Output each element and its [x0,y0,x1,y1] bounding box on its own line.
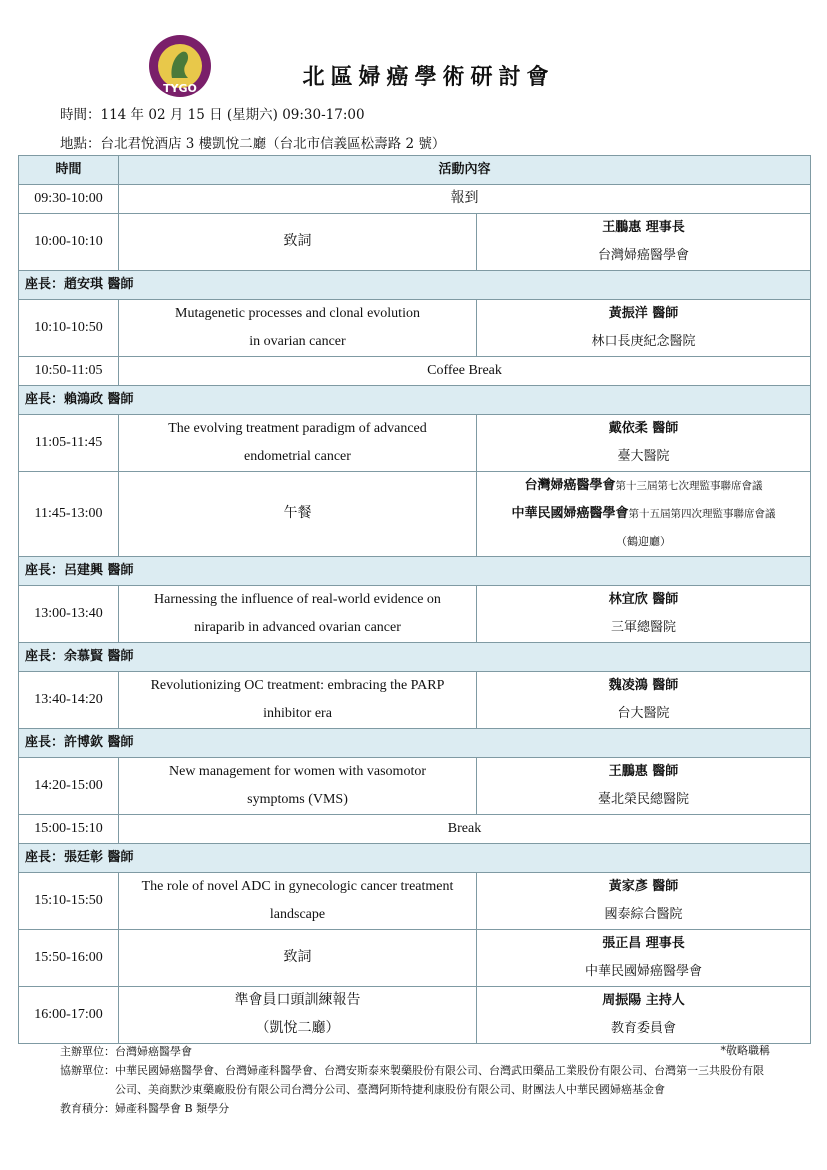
speaker-name: 林宜欣 醫師 [608,592,679,607]
meeting-society: 台灣婦癌醫學會 [524,478,616,493]
time-slot: 15:00-15:10 [19,815,119,844]
schedule-row [19,300,811,357]
topic-line: inhibitor era [263,706,332,721]
speaker [477,214,811,271]
chair-row [19,729,811,758]
topic-line: endometrial cancer [244,449,351,464]
time-slot: 11:45-13:00 [19,472,119,557]
chair-row [19,844,811,873]
schedule-table [18,155,811,1044]
topic-line: （凱悅二廳） [255,1021,340,1036]
chairperson: 座長：呂建興 醫師 [19,557,811,586]
schedule-row [19,815,811,844]
time-slot: 15:10-15:50 [19,873,119,930]
co-organizer-label: 協辦單位： [60,1064,115,1077]
speaker-name: 黃振洋 醫師 [608,306,679,321]
speaker-name: 王鵬惠 理事長 [602,220,685,235]
chair-row [19,557,811,586]
time-slot: 10:50-11:05 [19,357,119,386]
activity: Coffee Break [119,357,811,386]
topic-line: The evolving treatment paradigm of advanced [168,421,427,436]
speaker [477,672,811,729]
topic-line: New management for women with vasomotor [169,764,426,779]
host-label: 主辦單位： [60,1045,115,1058]
schedule-row [19,672,811,729]
chair-row [19,271,811,300]
page-title: 北區婦癌學術研討會 [302,64,555,90]
speaker [477,987,811,1044]
speaker-name: 魏凌鴻 醫師 [608,678,679,693]
speaker-org: 教育委員會 [611,1021,677,1036]
meeting-venue: （鶴迎廳） [616,535,671,548]
activity: 報到 [119,185,811,214]
topic-line: Harnessing the influence of real-world evidence on [154,592,441,607]
table-header [19,156,811,185]
speaker-org: 中華民國婦癌醫學會 [585,964,703,979]
speaker-org: 台大醫院 [617,706,670,721]
topic: 致詞 [119,214,477,271]
topic [119,586,477,643]
time-slot: 13:00-13:40 [19,586,119,643]
co-organizer-value: 中華民國婦癌醫學會、台灣婦產科醫學會、台灣安斯泰來製藥股份有限公司、台灣武田藥品工業股份有限公司、台灣第一三共股份有限公司、美商默沙東藥廠股份有限公司台灣分公司、臺灣阿斯特捷利康股份有限公司、財團法人中華民國婦癌基金會 [115,1064,764,1096]
topic-line: 準會員口頭訓練報告 [234,993,361,1008]
speaker [477,586,811,643]
header-activity: 活動內容 [119,156,811,185]
schedule-row [19,415,811,472]
svg-text:TYGO: TYGO [163,82,197,95]
schedule-row [19,930,811,987]
schedule-row [19,472,811,557]
meeting-society: 中華民國婦癌醫學會 [511,506,629,521]
time-slot: 10:00-10:10 [19,214,119,271]
header-time: 時間 [19,156,119,185]
topic-line: Mutagenetic processes and clonal evolution [175,306,420,321]
activity: Break [119,815,811,844]
footer [60,1042,770,1118]
topic [119,987,477,1044]
chairperson: 座長：許博欽 醫師 [19,729,811,758]
schedule-row [19,357,811,386]
topic-line: The role of novel ADC in gynecologic cancer treatment [141,879,454,894]
schedule-row [19,758,811,815]
meeting-desc: 第十五屆第四次理監事聯席會議 [628,508,776,520]
time-slot: 14:20-15:00 [19,758,119,815]
schedule-row [19,586,811,643]
speaker-name: 戴依柔 醫師 [608,421,679,436]
speaker [477,873,811,930]
polite-note: *敬略職稱 [720,1044,770,1057]
topic [119,758,477,815]
topic-line: niraparib in advanced ovarian cancer [194,620,401,635]
time-slot: 10:10-10:50 [19,300,119,357]
speaker [477,930,811,987]
time-slot: 13:40-14:20 [19,672,119,729]
speaker-name: 周振陽 主持人 [602,993,685,1008]
topic: 午餐 [119,472,477,557]
speaker [477,300,811,357]
chair-row [19,386,811,415]
topic: 致詞 [119,930,477,987]
topic-line: landscape [269,907,326,922]
chairperson: 座長：趙安琪 醫師 [19,271,811,300]
speaker [477,415,811,472]
schedule-row [19,214,811,271]
event-time: 時間：114 年 02 月 15 日 (星期六) 09:30-17:00 [60,107,365,123]
schedule-row [19,987,811,1044]
topic [119,300,477,357]
chairperson: 座長：張廷彰 醫師 [19,844,811,873]
chairperson: 座長：余慕賢 醫師 [19,643,811,672]
host-value: 台灣婦癌醫學會 [115,1045,192,1058]
speaker-org: 三軍總醫院 [611,620,677,635]
time-slot: 15:50-16:00 [19,930,119,987]
time-slot: 09:30-10:00 [19,185,119,214]
topic [119,873,477,930]
speaker [477,758,811,815]
schedule-row [19,873,811,930]
credit-label: 教育積分： [60,1102,115,1115]
topic [119,415,477,472]
time-slot: 16:00-17:00 [19,987,119,1044]
credit-value: 婦產科醫學會 B 類學分 [115,1102,230,1115]
speaker [477,472,811,557]
topic-line: symptoms (VMS) [247,792,348,807]
meeting-desc: 第十三屆第七次理監事聯席會議 [615,480,763,492]
speaker-org: 林口長庚紀念醫院 [591,334,696,349]
meeting-line [481,500,806,528]
speaker-org: 台灣婦癌醫學會 [598,248,690,263]
chairperson: 座長：賴鴻政 醫師 [19,386,811,415]
topic [119,672,477,729]
topic-line: Revolutionizing OC treatment: embracing the PARP [150,678,445,693]
speaker-org: 臺大醫院 [617,449,670,464]
speaker-org: 臺北榮民總醫院 [598,792,690,807]
chair-row [19,643,811,672]
speaker-org: 國泰綜合醫院 [604,907,683,922]
schedule-row [19,185,811,214]
topic-line: in ovarian cancer [249,334,346,349]
event-location: 地點：台北君悅酒店 3 樓凱悅二廳（台北市信義區松壽路 2 號） [60,136,446,152]
time-slot: 11:05-11:45 [19,415,119,472]
speaker-name: 張正昌 理事長 [602,936,685,951]
speaker-name: 黃家彥 醫師 [608,879,679,894]
meeting-line [481,472,806,500]
speaker-name: 王鵬惠 醫師 [608,764,679,779]
